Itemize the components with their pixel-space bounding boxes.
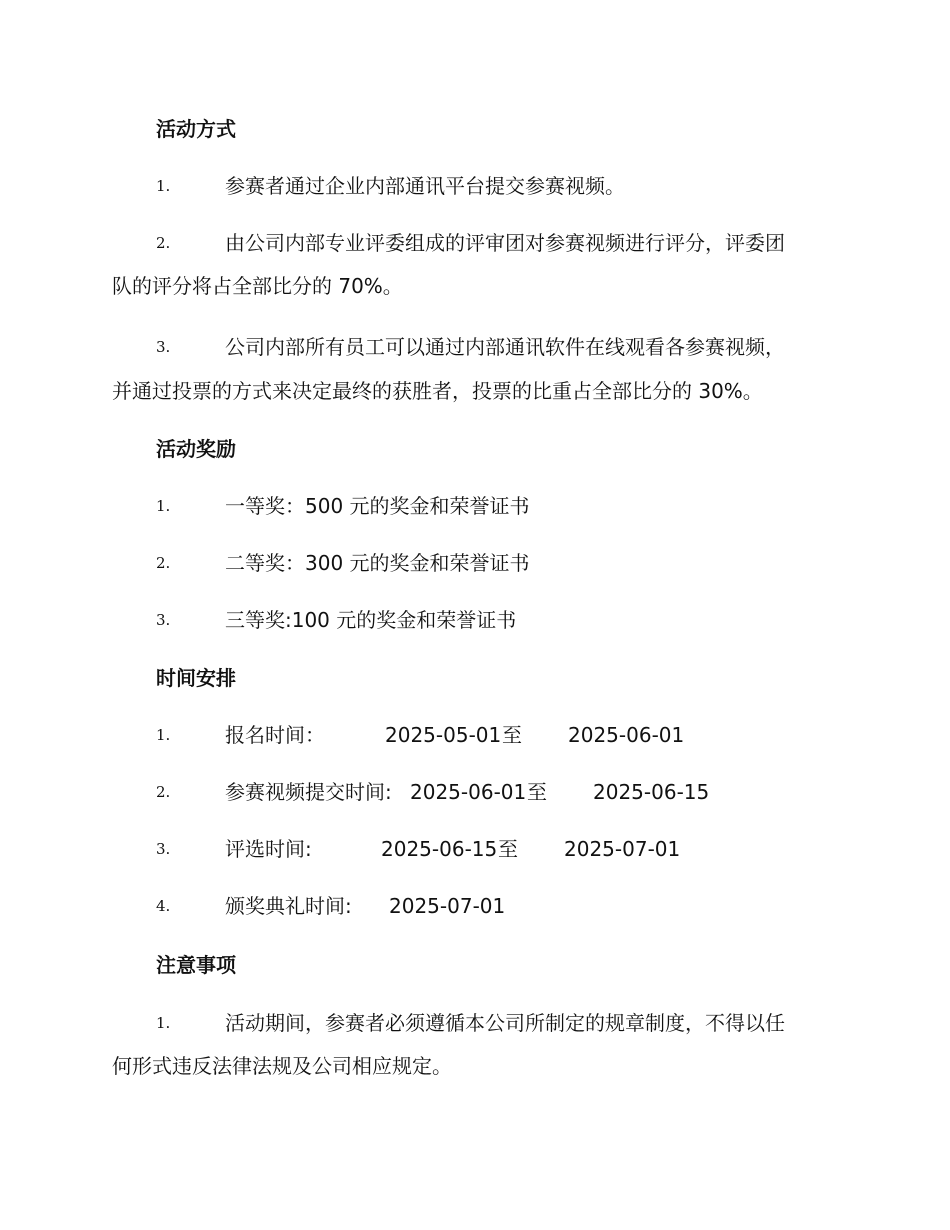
list-number: 1.: [156, 726, 171, 744]
schedule-label: 参赛视频提交时间:: [225, 780, 392, 804]
schedule-separator: 至: [527, 780, 547, 804]
schedule-label: 报名时间：: [225, 723, 325, 747]
section-heading-notes: 注意事项: [156, 953, 236, 977]
schedule-end-date: 2025-06-15: [593, 780, 710, 804]
section-heading-rewards: 活动奖励: [156, 437, 236, 461]
list-text: 活动期间，参赛者必须遵循本公司所制定的规章制度，不得以任: [225, 1011, 785, 1035]
schedule-start-date: 2025-07-01: [389, 894, 506, 918]
list-text: 三等奖:100 元的奖金和荣誉证书: [225, 608, 517, 632]
schedule-label: 颁奖典礼时间:: [225, 894, 352, 918]
section-heading-method: 活动方式: [156, 117, 236, 141]
schedule-start-date: 2025-06-01: [410, 780, 527, 804]
schedule-end-date: 2025-07-01: [564, 837, 681, 861]
list-text: 公司内部所有员工可以通过内部通讯软件在线观看各参赛视频，: [225, 335, 785, 359]
schedule-label: 评选时间:: [225, 837, 312, 861]
list-number: 2.: [156, 554, 171, 572]
list-number: 1.: [156, 177, 171, 195]
list-number: 3.: [156, 611, 171, 629]
list-text: 参赛者通过企业内部通讯平台提交参赛视频。: [225, 174, 625, 198]
list-number: 2.: [156, 783, 171, 801]
list-number: 2.: [156, 234, 171, 252]
list-text-continuation: 队的评分将占全部比分的 70%。: [112, 274, 403, 298]
schedule-separator: 至: [498, 837, 518, 861]
list-number: 4.: [156, 897, 171, 915]
section-heading-schedule: 时间安排: [156, 666, 236, 690]
schedule-start-date: 2025-05-01: [385, 723, 502, 747]
schedule-end-date: 2025-06-01: [568, 723, 685, 747]
list-text: 一等奖：500 元的奖金和荣誉证书: [225, 494, 530, 518]
list-text: 由公司内部专业评委组成的评审团对参赛视频进行评分，评委团: [225, 231, 785, 255]
list-number: 1.: [156, 1014, 171, 1032]
list-text: 二等奖：300 元的奖金和荣誉证书: [225, 551, 530, 575]
list-text-continuation: 何形式违反法律法规及公司相应规定。: [112, 1054, 452, 1078]
list-text-continuation: 并通过投票的方式来决定最终的获胜者，投票的比重占全部比分的 30%。: [112, 379, 763, 403]
list-number: 1.: [156, 497, 171, 515]
schedule-separator: 至: [502, 723, 522, 747]
list-number: 3.: [156, 840, 171, 858]
list-number: 3.: [156, 338, 171, 356]
schedule-start-date: 2025-06-15: [381, 837, 498, 861]
